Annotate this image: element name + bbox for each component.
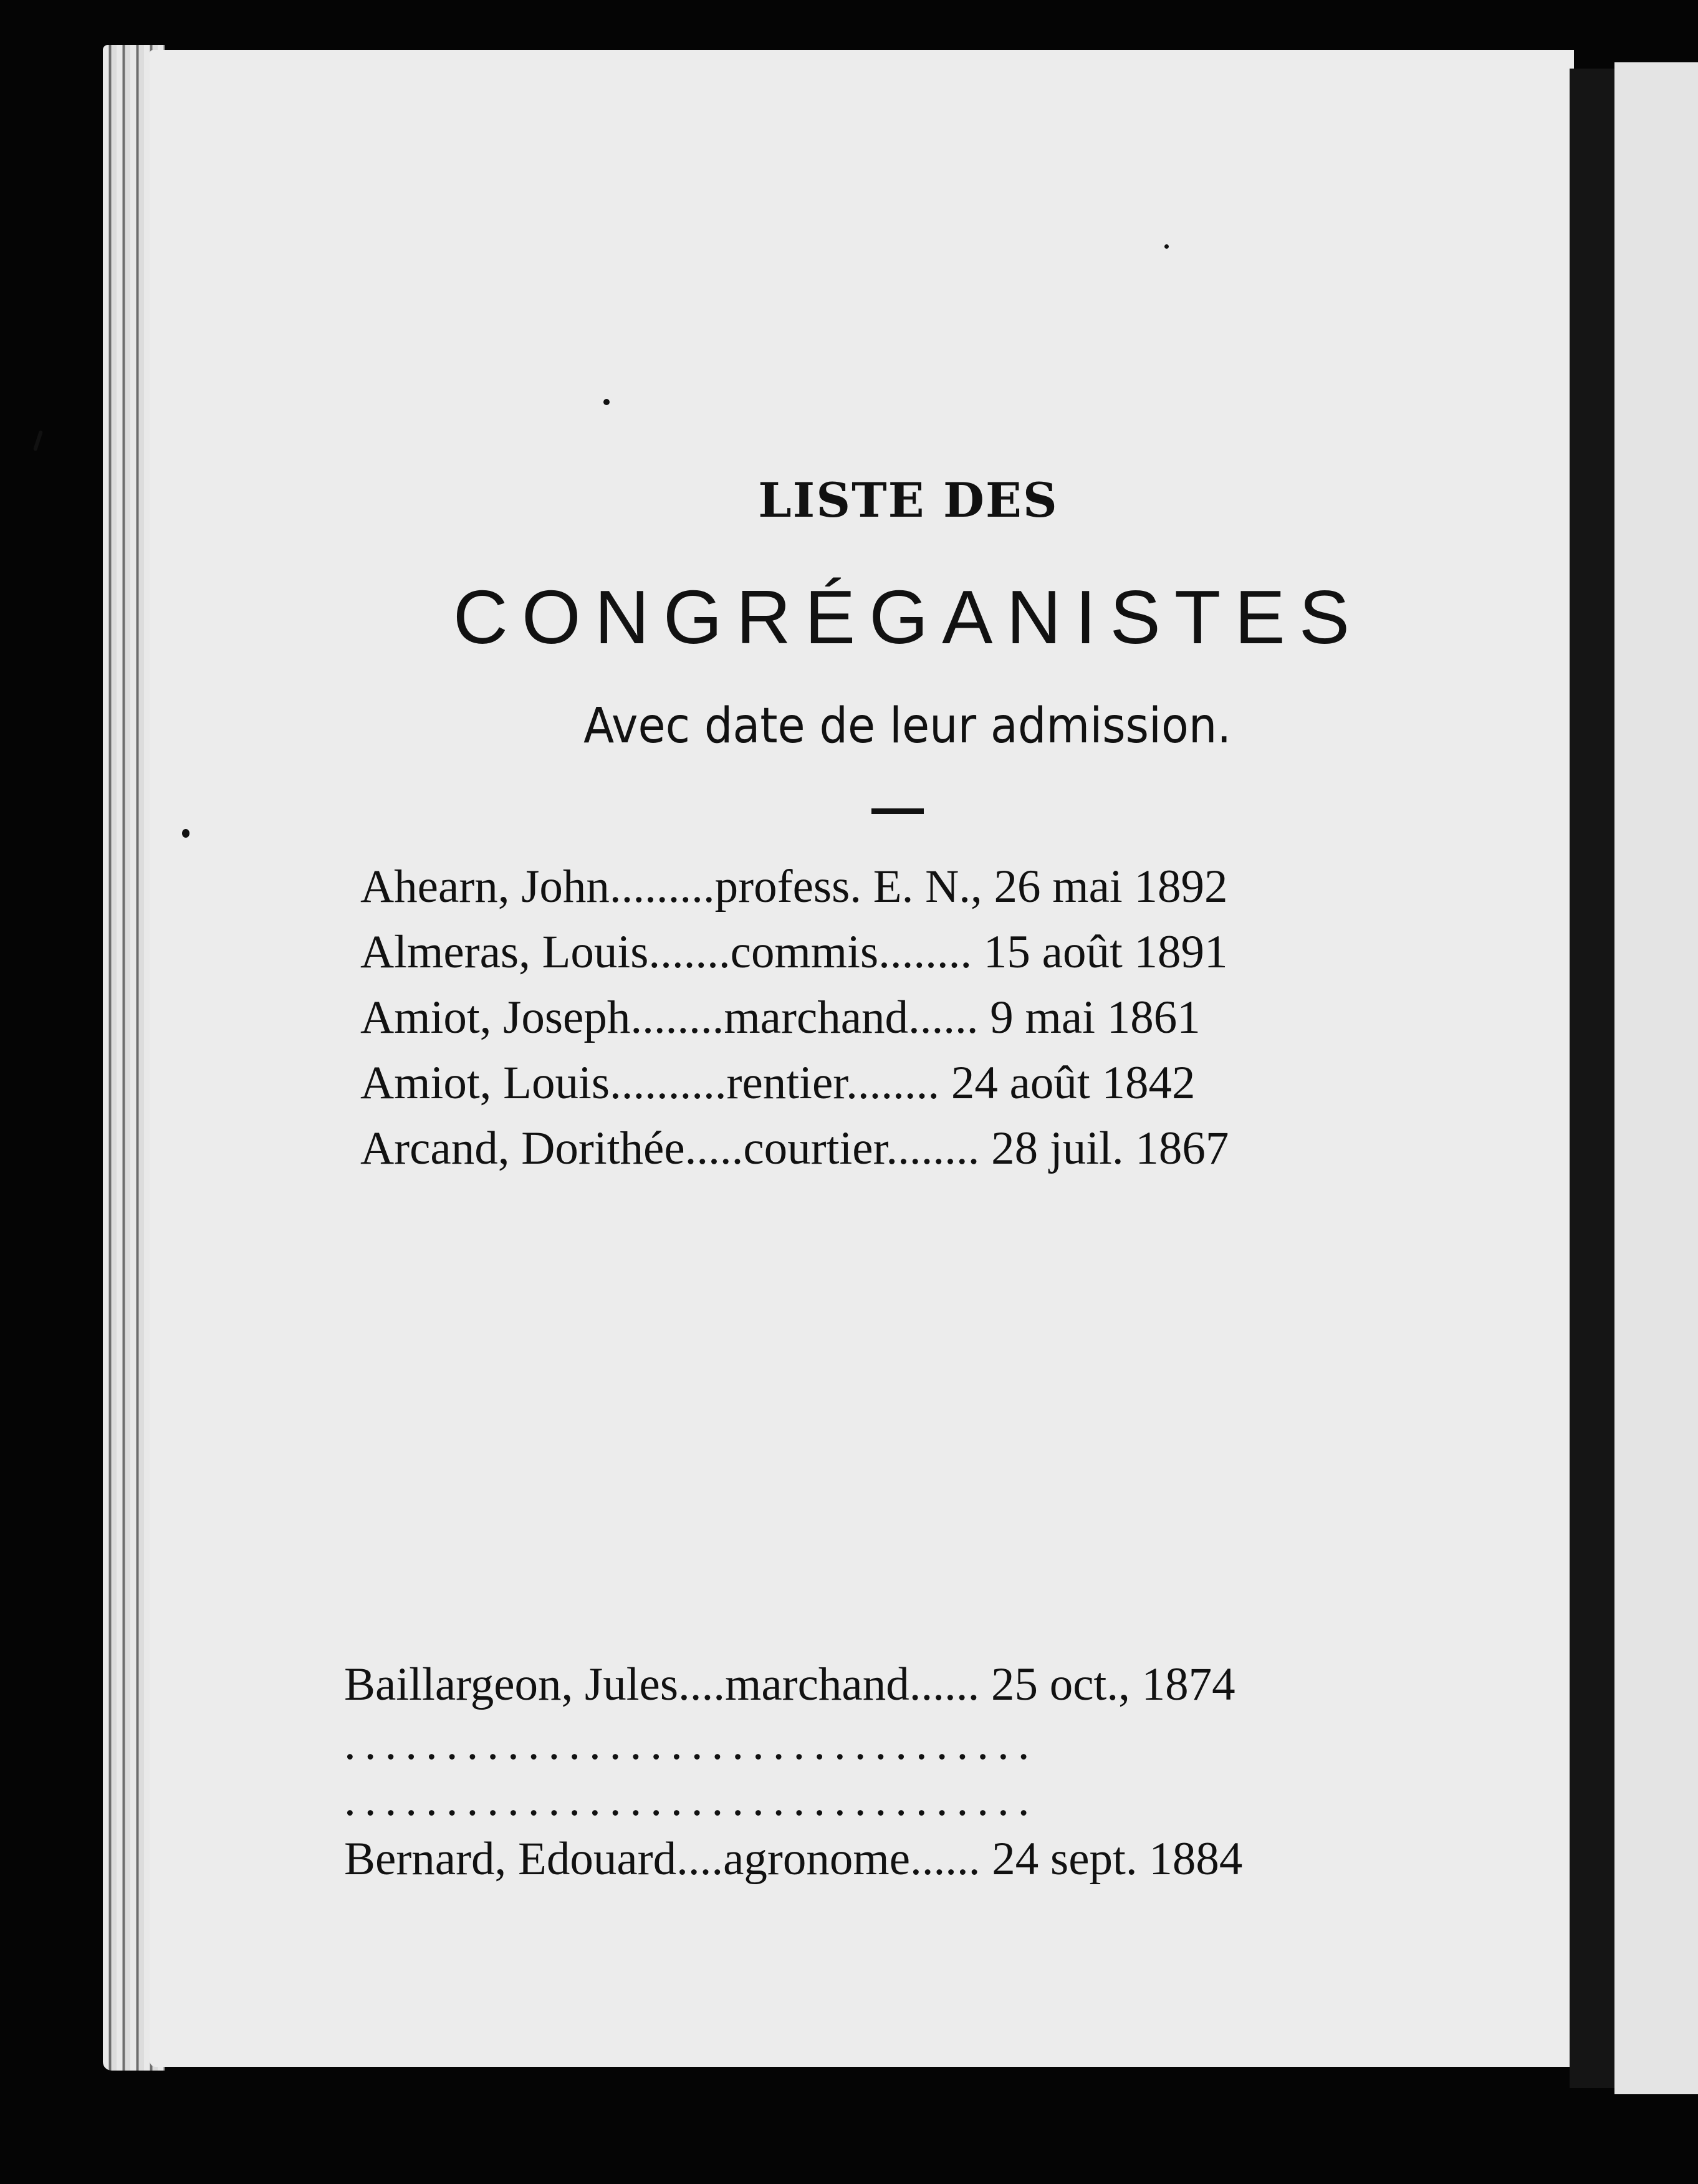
book-binding	[1570, 69, 1614, 2088]
ellipsis-row: ..................................	[344, 1718, 1038, 1770]
list-item: Ahearn, John.........profess. E. N., 26 mai 1892	[360, 861, 1228, 912]
list-item: Amiot, Louis..........rentier........ 24 août 1842	[360, 1057, 1196, 1109]
ink-speck	[182, 829, 189, 838]
list-item: Baillargeon, Jules....marchand...... 25 oct., 1874	[344, 1659, 1235, 1710]
heading-divider	[871, 808, 924, 814]
heading-liste-des: LISTE DES	[758, 472, 1058, 528]
ink-speck	[33, 430, 43, 451]
list-item: Bernard, Edouard....agronome...... 24 sept. 1884	[344, 1833, 1243, 1885]
list-item: Arcand, Dorithée.....courtier........ 28 juil. 1867	[360, 1123, 1229, 1174]
ink-speck	[1164, 244, 1169, 249]
ellipsis-row: ..................................	[344, 1774, 1038, 1826]
heading-congreganistes: CONGRÉGANISTES	[453, 575, 1364, 659]
heading-subtitle: Avec date de leur admission.	[583, 698, 1232, 754]
list-item: Amiot, Joseph........marchand...... 9 mai 1861	[360, 992, 1201, 1043]
adjacent-page	[1614, 62, 1698, 2094]
list-item: Almeras, Louis.......commis........ 15 août 1891	[360, 926, 1228, 978]
ink-speck	[603, 399, 610, 405]
